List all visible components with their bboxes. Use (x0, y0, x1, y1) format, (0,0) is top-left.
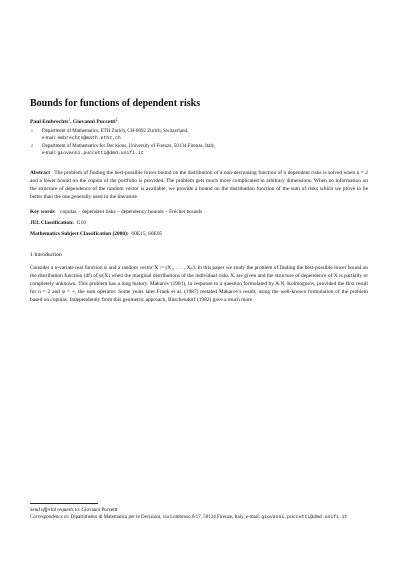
offprint-text: : Giovanni Puccetti (78, 508, 118, 513)
affiliation-address: Department of Mathematics, ETH Zurich, CH-8092 Zurich, Switzerland, (42, 129, 189, 134)
author-name: Giovanni Puccetti (72, 119, 116, 125)
footnotes (30, 503, 368, 521)
affiliation-email-line (42, 136, 368, 143)
section-heading: 1 Introduction (30, 252, 62, 259)
email-address: embrechts@math.ethz.ch (57, 135, 121, 141)
offprint-label: Send offprint requests to (30, 508, 79, 513)
paper-title: Bounds for functions of dependent risks (30, 98, 201, 109)
affiliation-address: Department of Mathematics for Decisions, University of Firenze, 50134 Firenze, Italy, (42, 144, 216, 150)
email-address: giovanni.puccetti@dmd.unifi.it (57, 150, 144, 156)
abstract-label: Abstract (30, 170, 51, 177)
correspondence-footnote (30, 514, 368, 521)
intro-paragraph: Consider a n-variate real function ψ and a random vector X := (X₁, . . . , Xₙ). In this paper we study the problem of finding the best-possible lower bound on the distribution function (df) of ψ(X) when the marginal distributions of the individual risks Xᵢ are given and the structure of dependence of X is partially or completely unknown. This problem has a long history. Makarov (1981), in response to a question formulated by A.N. Kolmogorov, provided the first result for n = 2 and ψ = +, the sum operator. Some years later Frank et al. (1987) restated Makarov's result, using the well-known formulation of the problem based on copulas. Independently from this geometric approach, Rüschendorf (1982) gave a much more (30, 265, 368, 304)
jel-classification (30, 220, 368, 228)
author-affil-mark: 2 (115, 118, 118, 122)
author-affil-mark: 1 (68, 118, 71, 122)
offprint-footnote (30, 507, 368, 514)
affiliation (30, 129, 368, 142)
abstract-text: The problem of finding the best-possible lower bound on the distribution of a non-decreasing function of n dependent risks is solved when n = 2 and a lower bound on the copula of the portfolio is provided. The problem gets much more complicated in arbitrary dimensions. When no information on the structure of dependence of the random vector is available, we provide a bound on the distribution function of the sum of risks which we prove to be better than the one generally used in the literature. (30, 170, 368, 201)
author-separator: , (70, 119, 73, 125)
affiliation (30, 144, 368, 157)
correspondence-text: : Dipartimento di Matematica per le Decisioni, via Lombroso 6/17, 50134 Firenze, Italy, e-mail: (68, 515, 262, 521)
abstract (30, 170, 368, 202)
paper-body (30, 98, 368, 305)
msc-classification (30, 231, 368, 239)
jel-label: JEL Classification: (30, 219, 74, 226)
email-label: e-mail: (42, 150, 58, 156)
author-list (30, 117, 368, 126)
author-name: Paul Embrechts (30, 119, 69, 125)
affiliation-number: 2 (31, 144, 33, 149)
footnote-rule (30, 503, 98, 504)
correspondence-email: giovanni.puccetti@dmd.unifi.it (261, 515, 348, 521)
msc-codes: 60E15, 60E05 (131, 230, 163, 237)
correspondence-label: Correspondence to (30, 515, 69, 521)
email-label: e-mail: (42, 135, 58, 141)
keywords-label: Key words (30, 209, 55, 215)
keywords-text: copulas – dependent risks – dependency bounds – Fréchet bounds (60, 209, 203, 215)
keywords (30, 209, 368, 217)
jel-codes: G10 (76, 219, 86, 226)
affiliation-email-line (42, 151, 368, 158)
affiliation-number: 1 (31, 129, 33, 133)
msc-label: Mathematics Subject Classification (2000): (30, 230, 129, 237)
